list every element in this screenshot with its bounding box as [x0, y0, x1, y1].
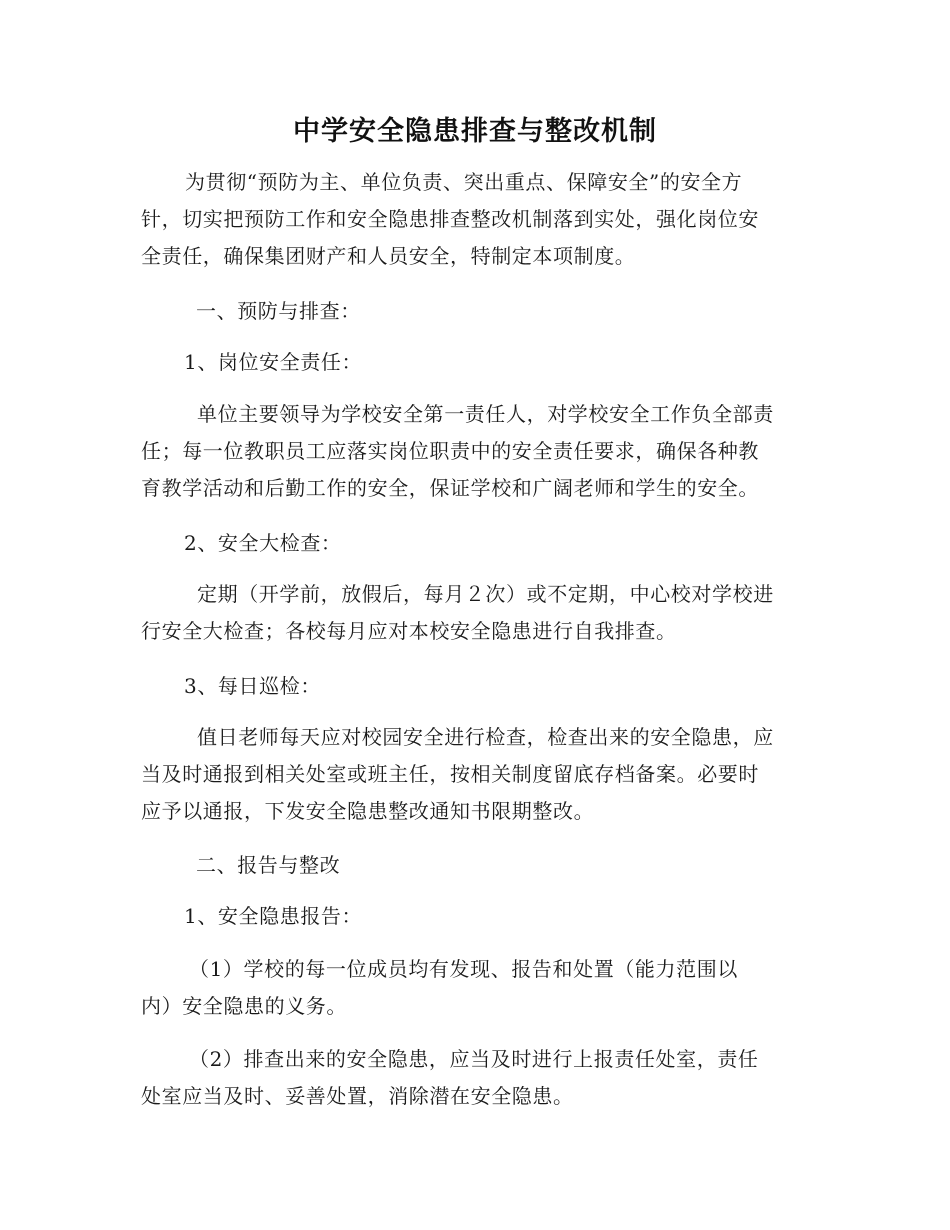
intro-line-3: 全责任，确保集团财产和人员安全，特制定本项制度。: [141, 244, 636, 268]
s1-i2-line-2: 行安全大检查；各校每月应对本校安全隐患进行自我排查。: [141, 619, 677, 643]
s2-i1-p1-line-2: 内）安全隐患的义务。: [141, 994, 347, 1018]
s2-i1-p2-line-2: 处室应当及时、妥善处置，消除潜在安全隐患。: [141, 1084, 574, 1108]
section-1-item-3-heading: 3、每日巡检：: [184, 674, 321, 698]
section-2-heading: 二、报告与整改: [196, 853, 341, 877]
s2-i1-p1-line-1: （1）学校的每一位成员均有发现、报告和处置（能力范围以: [189, 957, 738, 981]
s1-i3-line-2: 当及时通报到相关处室或班主任，按相关制度留底存档备案。必要时: [141, 762, 759, 786]
section-1-item-1-heading: 1、岗位安全责任：: [184, 350, 363, 374]
intro-line-1: 为贯彻“预防为主、单位负责、突出重点、保障安全”的安全方: [185, 170, 743, 194]
section-1-item-1-paragraph: [141, 396, 806, 507]
s1-i3-line-1: 值日老师每天应对校园安全进行检查，检查出来的安全隐患，应: [197, 725, 774, 749]
intro-line-2: 针，切实把预防工作和安全隐患排查整改机制落到实处，强化岗位安: [141, 207, 759, 231]
section-1-item-3-paragraph: [141, 719, 806, 830]
section-1-item-2-heading: 2、安全大检查：: [184, 531, 342, 555]
s1-i2-line-1: 定期（开学前，放假后，每月２次）或不定期，中心校对学校进: [197, 582, 774, 606]
s1-i1-line-1: 单位主要领导为学校安全第一责任人，对学校安全工作负全部责: [197, 402, 774, 426]
section-2-item-1-para-1: [141, 951, 806, 1025]
s1-i3-line-3: 应予以通报，下发安全隐患整改通知书限期整改。: [141, 799, 595, 823]
document-title: 中学安全隐患排查与整改机制: [293, 116, 657, 147]
s1-i1-line-3: 育教学活动和后勤工作的安全，保证学校和广阔老师和学生的安全。: [141, 476, 759, 500]
section-2-item-1-para-2: [141, 1041, 806, 1115]
section-2-item-1-heading: 1、安全隐患报告：: [184, 904, 363, 928]
s1-i1-line-2: 任；每一位教职员工应落实岗位职责中的安全责任要求，确保各种教: [141, 439, 759, 463]
section-1-heading: 一、预防与排查：: [196, 299, 361, 323]
section-1-item-2-paragraph: [141, 576, 806, 650]
s2-i1-p2-line-1: （2）排查出来的安全隐患，应当及时进行上报责任处室，责任: [189, 1047, 759, 1071]
intro-paragraph: [141, 164, 806, 275]
